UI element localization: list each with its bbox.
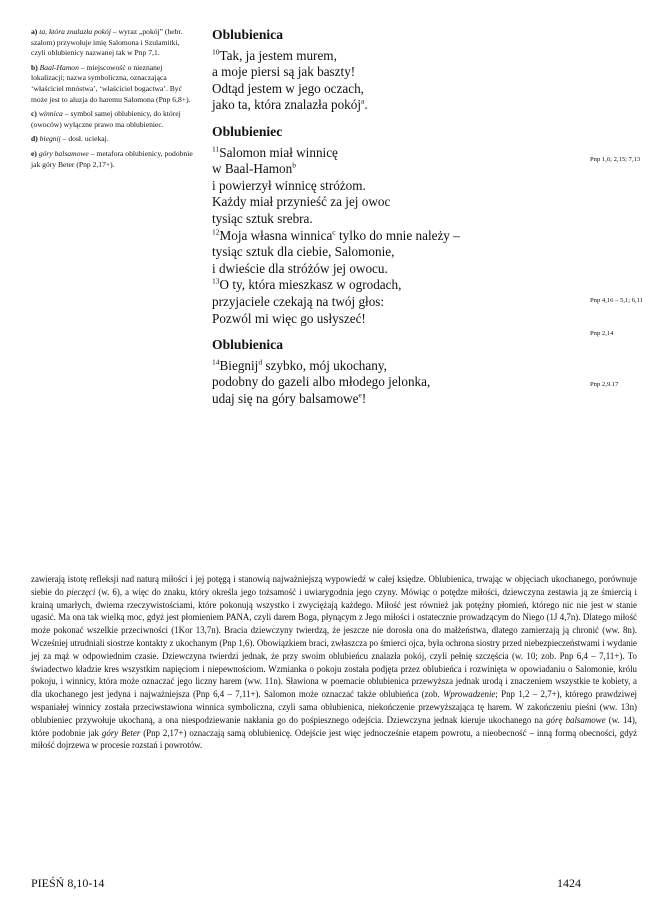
- verse-number: 10: [212, 47, 220, 57]
- verse-text: Tak, ja jestem murem,: [219, 47, 337, 63]
- verse-line: [212, 311, 572, 328]
- verse-text: udaj się na góry balsamowe: [212, 390, 359, 406]
- commentary-text: (w. 6), a więc do znaku, który określa jego tożsamość i uwiarygodnia jego czyny. Mówiąc o potędze miłości, dziewczyna zestawia ją ze śmiercią i krainą umarłych, dwiema rzeczywistościami, które pokonują wszystko i zwyciężają każdego. Miłość jest również jak potężny płomień, którego nic nie jest w stanie ugasić. Ma ona tak wielką moc, gdyż jest płomieniem PANA, czyli darem Boga, płynącym z Jego miłości i ostatecznie prowadzącym do Niego (1J 4,7n). Dlatego miłość może pokonać wszelkie przeciwności (1Kor 13,7n). Bracia dziewczyny twierdzą, że jeszcze nie dorosła ona do małżeństwa, dlatego zamierzają ją chronić (ww. 8n). Wcześniej utrudniali siostrze kontakty z ukochanym (Pnp 1,6). Obowiązkiem braci, zwłaszcza po śmierci ojca, była ochrona siostry przed niebezpieczeństwami i wydanie jej za mąż w odpowiednim czasie. Dziewczyna twierdzi jednak, że przy swoim oblubieńcu znalazła pokój, czyli pełnię szczęścia (w. 10; zob. Pnp 6,4 – 7,11+). To świadectwo kładzie kres wszystkim napięciom i niepewnościom. Wzmianka o pokoju została podjęta przez oblubieńca i rozwinięta w opowiadaniu o Salomonie, królu pokoju, i winnicy, która może oznaczać jego liczny harem (ww. 11n). Sławiona w poemacie oblubienica przewyższa jednak urodą i znaczeniem wszystkie te kobiety, a dla ukochanego jest jedyna i najważniejsza (Pnp 6,4 – 7,11+). Salomon może oznaczać także oblubieńca (zob.: [31, 586, 638, 700]
- verse-text: przyjaciele czekają na twój głos:: [212, 293, 385, 309]
- footnote-term: ta, która znalazła pokój: [39, 27, 111, 36]
- footnote-text: – wyraz „pokój” (hebr. szalom) przywołuje imię Salomona i Szulamitki, czyli oblubienicy nazwanej tak w Pnp 7,1.: [31, 27, 183, 58]
- verse-line: [212, 228, 572, 245]
- commentary-text: ; Pnp 1,2 – 2,7+), którego prawdziwej wspaniałej winnicy została przeciwstawiona winnica symboliczna, czyli sama oblubienica, niekończenie przewyższająca tę harem. W zakończeniu pieśni (ww. 13n) oblubieniec przywołuje ukochaną, a ona niespodziewanie nakłania go do pośpiesznego odejścia. Dziewczyna jednak kieruje ukochanego na: [31, 689, 637, 725]
- page-number: 1424: [557, 876, 581, 890]
- cross-reference: Pnp 2,9.17: [590, 381, 619, 388]
- verse-text: podobny do gazeli albo młodego jelonka,: [212, 374, 431, 390]
- verse-number: 14: [212, 357, 220, 367]
- footnote-ref: a: [361, 96, 365, 106]
- footnote-text: – metafora oblubienicy, podobnie jak góry Beter (Pnp 2,17+).: [31, 148, 193, 169]
- verse-text: i dwieście dla stróżów jej owocu.: [212, 260, 388, 276]
- cross-reference: Pnp 4,16 – 5,1; 6,11: [590, 297, 644, 304]
- verse-line: [212, 391, 572, 408]
- running-header: PIEŚŃ 8,10-14: [31, 876, 105, 890]
- commentary-emphasis: górę balsamowe: [546, 714, 606, 725]
- commentary-emphasis: góry Beter: [101, 727, 141, 738]
- verse-text: w Baal-Hamon: [212, 161, 293, 177]
- commentary-text: (w. 14), które podobnie jak: [31, 714, 638, 738]
- verse-text: !: [361, 390, 367, 406]
- verse-number: 11: [212, 144, 220, 154]
- footnote-text: – miejscowość o nieznanej lokalizacji; nazwa symboliczna, oznaczająca ‘właściciel mnóstwa’, ‘właściciel bogactwa’. Być może jest to aluzja do haremu Salomona (Pnp 6,8+).: [31, 62, 191, 104]
- verse-line: [212, 244, 572, 261]
- verse-line: [212, 145, 572, 162]
- cross-reference: Pnp 2,14: [590, 330, 614, 337]
- commentary: [31, 573, 637, 752]
- verse-line: [212, 194, 572, 211]
- verse-number: 12: [212, 227, 220, 237]
- footnote-ref: d: [258, 357, 263, 367]
- verse-text: Każdy miał przynieść za jej owoc: [212, 194, 391, 210]
- verse-text: Odtąd jestem w jego oczach,: [212, 80, 364, 96]
- footnote-e: [31, 149, 195, 170]
- footnote-marker: a): [31, 27, 38, 36]
- verse-text: O ty, która mieszkasz w ogrodach,: [219, 277, 402, 293]
- verse-number: 13: [212, 276, 220, 286]
- footnote-marker: b): [31, 62, 38, 72]
- verse-text: Moja własna winnica: [219, 227, 333, 243]
- verse-text: szybko, mój ukochany,: [262, 357, 387, 373]
- verse-line: [212, 374, 572, 391]
- footnote-b: [31, 63, 195, 105]
- footnote-c: [31, 109, 195, 130]
- verse-text: jako ta, która znalazła pokój: [212, 97, 362, 113]
- footnote-ref: c: [332, 227, 336, 237]
- commentary-emphasis: pieczęci: [66, 586, 96, 597]
- stanza-3: [212, 337, 572, 407]
- commentary-text: zawierają istotę refleksji nad naturą miłości i jej potęgą i stanowią najważniejszą wypowiedź w całej księdze. Oblubienica, trwając w objęciach ukochanego, porównuje siebie do: [31, 574, 637, 597]
- verse-text: tysiąc sztuk srebra.: [212, 210, 313, 226]
- footnote-marker: e): [31, 148, 37, 158]
- verse-line: [212, 64, 572, 81]
- footnote-ref: b: [292, 160, 296, 170]
- verse-line: [212, 211, 572, 228]
- footnotes: [31, 27, 195, 174]
- footnote-marker: c): [31, 109, 37, 119]
- footnote-d: [31, 134, 195, 145]
- stanza-1: [212, 27, 572, 114]
- footnote-term: góry balsamowe: [38, 148, 89, 158]
- verse-text: tysiąc sztuk dla ciebie, Salomonie,: [212, 244, 395, 260]
- footnote-a: [31, 27, 195, 59]
- verse-line: [212, 261, 572, 278]
- footnote-text: – dosł. uciekaj.: [60, 134, 109, 144]
- verse-text: Salomon miał winnicę: [219, 144, 338, 160]
- commentary-emphasis: Wprowadzenie: [442, 689, 496, 700]
- footnote-text: – symbol samej oblubienicy, do której (owoców) wyłączne prawo ma oblubieniec.: [31, 109, 181, 129]
- speaker-heading: Oblubienica: [212, 337, 284, 353]
- verse-text: tylko do mnie należy –: [335, 227, 460, 243]
- verse-text: Biegnij: [219, 357, 259, 373]
- verse-text: a moje piersi są jak baszty!: [212, 64, 356, 80]
- verse-line: [212, 48, 572, 65]
- footnote-term: Baal-Hamon: [39, 62, 79, 72]
- poem: [212, 27, 572, 417]
- verse-text: Pozwól mi więc go usłyszeć!: [212, 310, 366, 326]
- verse-text: .: [364, 97, 368, 113]
- footnote-term: biegnij: [39, 134, 61, 144]
- verse-text: i powierzył winnicę stróżom.: [212, 177, 366, 193]
- verse-line: [212, 97, 572, 114]
- commentary-text: (Pnp 2,17+) oznaczają samą oblubienicę. Odejście jest więc jednocześnie etapem powrotu, a nieobecność – inną formą obecności, gdyż miłość dojrzewa w procesie rozstań i powrotów.: [31, 727, 638, 751]
- verse-line: [212, 81, 572, 98]
- verse-line: [212, 277, 572, 294]
- speaker-heading: Oblubieniec: [212, 123, 283, 139]
- stanza-2: [212, 124, 572, 327]
- verse-line: [212, 358, 572, 375]
- verse-line: [212, 294, 572, 311]
- verse-line: [212, 161, 572, 178]
- footnote-marker: d): [31, 134, 38, 144]
- footnote-term: winnica: [38, 109, 63, 119]
- verse-line: [212, 178, 572, 195]
- speaker-heading: Oblubienica: [212, 27, 284, 42]
- cross-reference: Pnp 1,6; 2,15; 7,13: [590, 156, 641, 163]
- footnote-ref: e: [358, 390, 362, 400]
